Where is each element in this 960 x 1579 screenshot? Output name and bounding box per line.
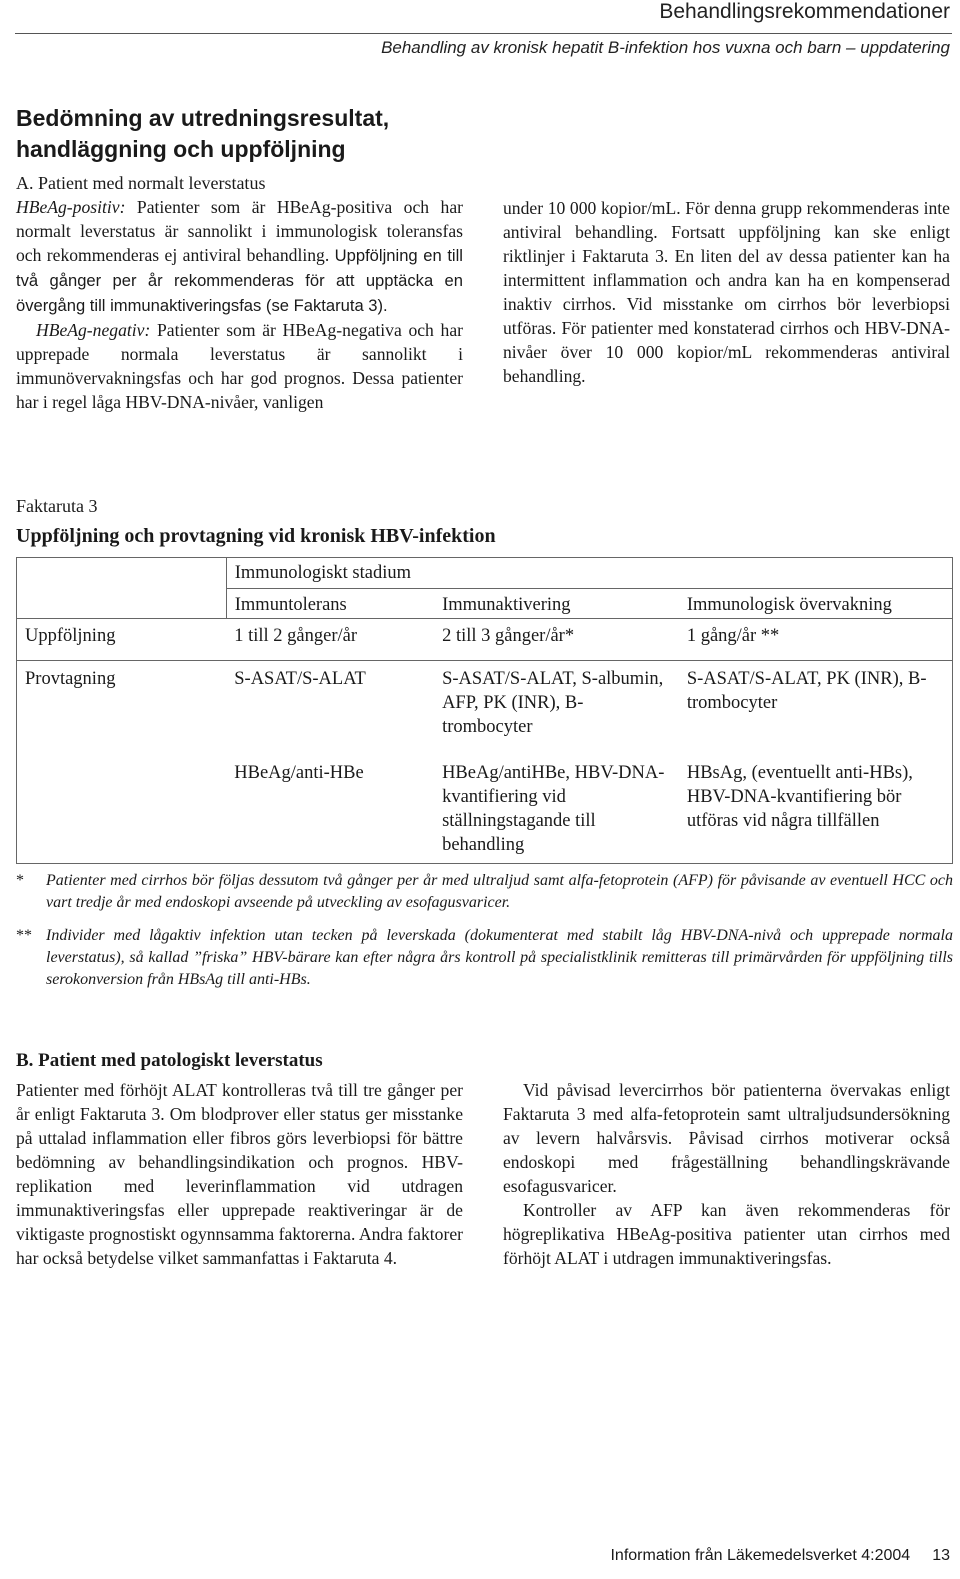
running-header-subtitle: Behandling av kronisk hepatit B-infektion hos vuxna och barn – uppdatering: [381, 38, 950, 57]
table-cell: HBsAg, (eventuellt anti-HBs), HBV-DNA-kvantifiering bör utföras vid några tillfällen: [679, 757, 953, 864]
faktaruta-label: Faktaruta 3: [16, 496, 98, 516]
hbeag-negative-text: Patienter som är HBeAg-negativa och har upprepade normala leverstatus är sannolikt i immunövervakningsfas och har god prognos. Dessa patienter har i regel låga HBV-DNA-nivåer, vanligen: [16, 320, 463, 412]
row-label: Uppföljning: [17, 619, 227, 661]
table-cell: HBeAg/antiHBe, HBV-DNA-kvantifiering vid ställningstagande till behandling: [434, 757, 679, 864]
table-row: [17, 757, 953, 864]
table-cell: 1 till 2 gånger/år: [226, 619, 434, 661]
table-cell: 2 till 3 gånger/år*: [434, 619, 679, 661]
footnote-text: Patienter med cirrhos bör följas dessutom två gånger per år med ultraljud samt alfa-fetoprotein (AFP) för påvisande av eventuell HCC och vart tredje år med endoskopi avseende på utveckling av esofagusvaricer.: [46, 872, 953, 911]
section-b-column-2: [503, 1078, 950, 1270]
row-label: Provtagning: [17, 661, 227, 758]
row-label: [17, 757, 227, 864]
hbeag-negative-paragraph: [16, 318, 463, 414]
footnote-2: [16, 925, 953, 991]
footnote-marker: *: [16, 872, 24, 889]
table-header-row-stage: [17, 558, 953, 589]
table-cell: S-ASAT/S-ALAT, PK (INR), B-trombocyter: [679, 661, 953, 758]
hbeag-positive-followup: Uppföljning en till två gånger per år rekommenderas för att upptäcka en övergång till immunaktiveringsfas (se Faktaruta 3).: [16, 246, 463, 315]
hbeag-negative-term: HBeAg-negativ:: [36, 320, 151, 340]
section-b-heading: B. Patient med patologiskt leverstatus: [16, 1050, 323, 1071]
table-row: [17, 619, 953, 661]
table-cell: 1 gång/år **: [679, 619, 953, 661]
section-b-paragraph: Kontroller av AFP kan även rekommenderas för högreplikativa HBeAg-positiva patienter utan cirrhos med förhöjt ALAT i utdragen immunaktiveringsfas.: [503, 1200, 950, 1268]
table-row: [17, 661, 953, 758]
column-header: Immuntolerans: [226, 588, 434, 619]
section-a-column-1: [16, 171, 463, 414]
section-a-column-2: [503, 196, 950, 388]
hbeag-positive-text: Patienter som är HBeAg-positiva och har normalt leverstatus är sannolikt i immunologisk toleransfas och rekommenderas ej antiviral behandling.: [16, 197, 463, 265]
section-b-paragraph: Vid påvisad levercirrhos bör patienterna övervakas enligt Faktaruta 3 med alfa-fetoprotein samt ultraljudsundersökning av levern halvårsvis. Påvisad cirrhos motiverar också endoskopi med frågeställning behandlingskrävande esofagusvaricer.: [503, 1080, 950, 1196]
footnote-text: Individer med lågaktiv infektion utan tecken på leverskada (dokumenterat med stabilt låg HBV-DNA-nivå och upprepade normala leverstatus), så kallad ”friska” HBV-bärare kan efter några års kontroll på specialistklinik remitteras till primärvården för uppföljning tills serokonversion från HBsAg till anti-HBs.: [46, 927, 953, 988]
section-b-paragraph: Patienter med förhöjt ALAT kontrolleras två till tre gånger per år enligt Faktaruta 3. Om blodprover eller status ger misstanke på uttalad inflammation eller fibros görs leverbiopsi för bättre bedömning av behandlingsindikation och prognos. HBV-replikation med leverinflammation vid utdragen immunaktiveringsfas eller upprepade reaktiveringar är de viktigaste prognostiskt ogynnsamma faktorerna. Andra faktorer har också betydelse vilket sammanfattas i Faktaruta 4.: [16, 1080, 463, 1268]
table-cell: S-ASAT/S-ALAT: [226, 661, 434, 758]
hbeag-positive-term: HBeAg-positiv:: [16, 197, 126, 217]
page-footer: [610, 1547, 950, 1565]
column-header: Immunaktivering: [434, 588, 679, 619]
table-corner-cell: [17, 588, 227, 619]
footer-source: Information från Läkemedelsverket 4:2004: [610, 1547, 911, 1564]
section-a-heading: A. Patient med normalt leverstatus: [16, 173, 266, 193]
page-number: 13: [932, 1547, 950, 1564]
hbeag-positive-paragraph: [16, 195, 463, 318]
faktaruta-title: Uppföljning och provtagning vid kronisk HBV-infektion: [16, 525, 496, 547]
running-header-title: Behandlingsrekommendationer: [659, 0, 950, 23]
faktaruta-table: [16, 557, 953, 864]
header-rule: [15, 33, 952, 34]
table-cell: S-ASAT/S-ALAT, S-albumin, AFP, PK (INR), B-trombocyter: [434, 661, 679, 758]
table-header-row-columns: [17, 588, 953, 619]
column-header: Immunologisk övervakning: [679, 588, 953, 619]
section-title: Bedömning av utredningsresultat, handläggning och uppföljning: [16, 105, 390, 162]
table-corner-cell: [17, 558, 227, 589]
section-a-continued-text: under 10 000 kopior/mL. För denna grupp rekommenderas inte antiviral behandling. Fortsatt uppföljning kan ske enligt riktlinjer i Faktaruta 3. En liten del av dessa patienter kan ha intermittent inflammation och andra kan ha en kompenserad inaktiv cirrhos. Vid misstanke om cirrhos bör leverbiopsi utföras. För patienter med konstaterad cirrhos och HBV-DNA-nivåer över 10 000 kopior/mL rekommenderas antiviral behandling.: [503, 198, 950, 386]
footnote-1: [16, 870, 953, 914]
table-cell: HBeAg/anti-HBe: [226, 757, 434, 864]
stage-header: Immunologiskt stadium: [226, 558, 952, 589]
footnote-marker: **: [16, 927, 32, 944]
section-b-column-1: [16, 1078, 463, 1270]
